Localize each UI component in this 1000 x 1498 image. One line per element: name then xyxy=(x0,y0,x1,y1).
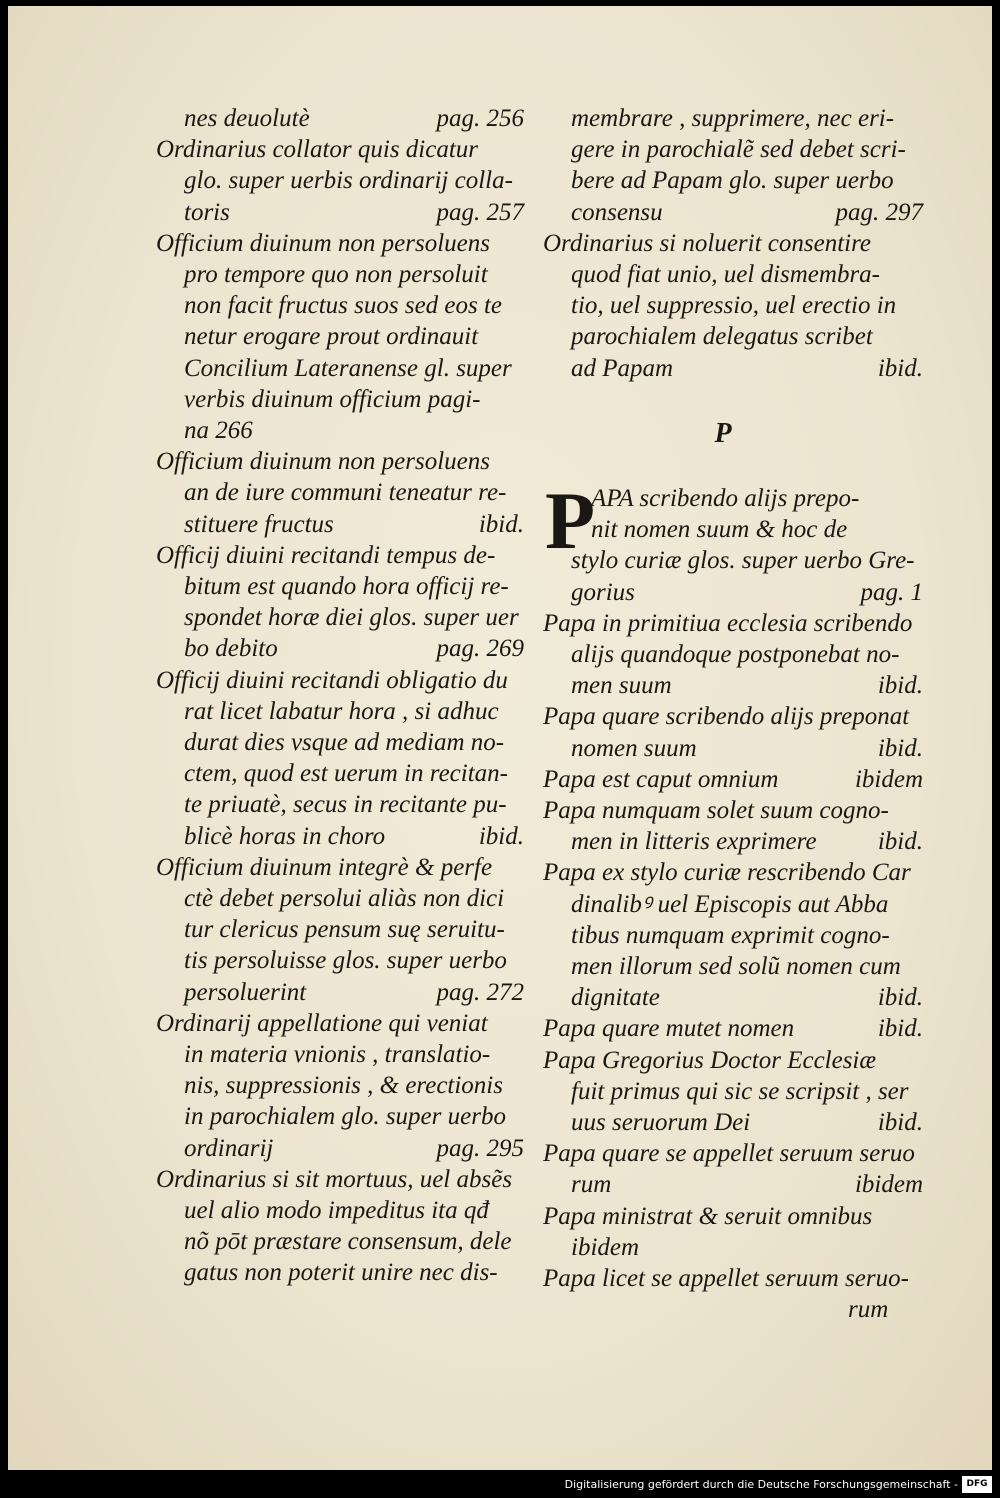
index-entry-line xyxy=(156,104,524,136)
index-entry-line xyxy=(543,484,923,516)
entry-text: tio, uel suppressio, uel erectio in xyxy=(571,292,897,320)
index-entry-line xyxy=(156,385,524,417)
index-entry-line xyxy=(156,1165,524,1197)
index-entry-line xyxy=(156,229,524,261)
entry-text: tis persoluisse glos. super uerbo xyxy=(184,947,507,975)
index-entry-line xyxy=(543,1295,923,1327)
entry-page-ref: ibid. xyxy=(877,734,923,762)
index-entry-line xyxy=(543,671,923,703)
index-entry-line xyxy=(543,827,923,859)
drop-cap: P xyxy=(545,475,596,566)
index-entry-line xyxy=(156,1040,524,1072)
entry-text: alijs quandoque postponebat no- xyxy=(571,641,900,668)
index-entry-line xyxy=(156,1134,524,1166)
entry-page-ref: ibid. xyxy=(877,1109,923,1136)
index-entry-line xyxy=(543,1108,923,1140)
entry-text: rum xyxy=(848,1296,889,1324)
index-entry-line xyxy=(156,510,524,542)
entry-text: Papa licet se appellet seruum seruo- xyxy=(543,1265,909,1292)
index-entry-line xyxy=(156,697,524,729)
index-entry-line xyxy=(543,198,923,230)
entry-text: Papa quare mutet nomen xyxy=(543,1015,795,1043)
entry-text: toris xyxy=(184,198,230,226)
index-entry-line xyxy=(156,166,524,198)
entry-text: na 266 xyxy=(184,417,253,444)
entry-text: rum xyxy=(571,1171,612,1199)
index-entry-line xyxy=(543,640,923,672)
entry-text: Officium diuinum non persoluens xyxy=(156,229,491,257)
entry-text: men illorum sed solũ nomen cum xyxy=(571,953,901,980)
entry-text: APA scribendo alijs prepo- xyxy=(591,485,860,512)
index-entry-line xyxy=(543,702,923,734)
entry-text: in parochialem glo. super uerbo xyxy=(184,1103,506,1131)
entry-text: nit nomen suum & hoc de xyxy=(591,516,848,544)
entry-text: Papa in primitiua ecclesia scribendo xyxy=(543,609,913,637)
index-entry-line xyxy=(543,578,923,610)
index-entry-line xyxy=(543,1170,923,1202)
index-entry-line xyxy=(156,291,524,323)
index-entry-line xyxy=(156,260,524,292)
index-entry-line xyxy=(543,1014,923,1046)
index-entry-line xyxy=(543,1202,923,1234)
entry-text: ad Papam xyxy=(571,354,674,382)
dfg-credit: Digitalisierung gefördert durch die Deutsche Forschungsgemeinschaft - xyxy=(564,1478,958,1491)
entry-text: fuit primus qui sic se scripsit , ser xyxy=(571,1077,909,1105)
index-entry-line xyxy=(156,978,524,1010)
entry-page-ref: ibid. xyxy=(877,354,923,382)
index-entry-line xyxy=(156,790,524,822)
entry-text: quod fiat unio, uel dismembra- xyxy=(571,261,881,288)
entry-text: Officij diuini recitandi tempus de- xyxy=(156,541,496,569)
index-entry-line xyxy=(156,1258,524,1290)
entry-text: dignitate xyxy=(571,984,660,1012)
entry-text: te priuatè, secus in recitante pu- xyxy=(184,791,507,819)
entry-text: Officij diuini recitandi obligatio du xyxy=(156,666,508,694)
entry-text: Concilium Lateranense gl. super xyxy=(184,354,512,382)
index-entry-line xyxy=(543,890,923,922)
entry-text: ibidem xyxy=(571,1233,640,1261)
index-entry-line xyxy=(156,915,524,947)
book-page xyxy=(8,6,992,1470)
entry-text: Ordinarius collator quis dicatur xyxy=(156,136,479,164)
entry-text: glo. super uerbis ordinarij colla- xyxy=(184,167,513,195)
entry-text: bo debito xyxy=(184,635,278,663)
entry-text: Papa est caput omnium xyxy=(543,765,779,793)
entry-text: gorius xyxy=(571,578,635,606)
index-entry-line xyxy=(156,946,524,978)
entry-text: Ordinarij appellatione qui veniat xyxy=(156,1009,488,1037)
index-entry-line xyxy=(156,447,524,479)
entry-text: ctè debet persolui aliàs non dici xyxy=(184,885,505,912)
entry-text: men suum xyxy=(571,672,672,700)
entry-text: Papa ministrat & seruit omnibus xyxy=(543,1202,873,1230)
entry-text: Officium diuinum non persoluens xyxy=(156,448,491,476)
index-entry-line xyxy=(543,983,923,1015)
index-entry-line xyxy=(543,609,923,641)
index-entry-line xyxy=(543,1077,923,1109)
index-entry-line xyxy=(543,1264,923,1296)
entry-text: verbis diuinum officium pagi- xyxy=(184,385,481,413)
entry-text: Papa numquam solet suum cogno- xyxy=(543,797,889,824)
index-entry-line xyxy=(543,1046,923,1078)
entry-text: blicè horas in choro xyxy=(184,822,386,850)
index-entry-line xyxy=(156,666,524,698)
index-entry-line xyxy=(156,853,524,885)
entry-page-ref: pag. 257 xyxy=(436,198,524,226)
index-entry-line xyxy=(156,1071,524,1103)
entry-text: Ordinarius si sit mortuus, uel absẽs xyxy=(156,1165,513,1193)
entry-text: bitum est quando hora officij re- xyxy=(184,573,509,600)
entry-page-ref: pag. 1 xyxy=(860,578,923,606)
entry-text: Papa quare scribendo alijs preponat xyxy=(543,703,910,731)
index-entry-line xyxy=(543,796,923,828)
entry-text: nõ pōt præstare consensum, dele xyxy=(184,1228,512,1256)
index-entry-line xyxy=(156,634,524,666)
entry-text: spondet horæ diei glos. super uer xyxy=(184,604,519,632)
entry-text: consensu xyxy=(571,198,663,226)
index-entry-line xyxy=(543,260,923,292)
entry-text: rat licet labatur hora , si adhuc xyxy=(184,697,499,725)
entry-text: Papa quare se appellet seruum seruo xyxy=(543,1140,915,1168)
index-entry-line xyxy=(543,322,923,354)
entry-text: non facit fructus suos sed eos te xyxy=(184,292,503,320)
index-entry-line xyxy=(156,354,524,386)
dfg-logo-icon: DFG xyxy=(962,1476,992,1493)
entry-text: gere in parochialẽ sed debet scri- xyxy=(571,136,906,164)
entry-text: ordinarij xyxy=(184,1134,274,1162)
entry-page-ref: ibid. xyxy=(877,828,923,856)
entry-page-ref: pag. 297 xyxy=(835,198,923,226)
entry-text: men in litteris exprimere xyxy=(571,828,817,856)
entry-page-ref: ibidem xyxy=(854,1171,923,1199)
index-entry-line xyxy=(543,734,923,766)
entry-page-ref: pag. 272 xyxy=(436,978,524,1006)
entry-text: bere ad Papam glo. super uerbo xyxy=(571,167,894,195)
index-entry-line xyxy=(156,1102,524,1134)
index-entry-line xyxy=(543,291,923,323)
entry-text: an de iure communi teneatur re- xyxy=(184,479,507,507)
entry-text: Ordinarius si noluerit consentire xyxy=(543,229,872,257)
entry-text: in materia vnionis , translatio- xyxy=(184,1041,491,1068)
entry-text: membrare , supprimere, nec eri- xyxy=(571,105,895,132)
index-entry-line xyxy=(156,759,524,791)
entry-text: stituere fructus xyxy=(184,510,334,538)
entry-page-ref: pag. 295 xyxy=(436,1134,524,1162)
entry-page-ref: ibid. xyxy=(478,822,524,850)
entry-text: ctem, quod est uerum in recitan- xyxy=(184,760,508,788)
entry-page-ref: ibidem xyxy=(854,765,923,793)
index-entry-line xyxy=(543,515,923,547)
index-entry-line xyxy=(156,478,524,510)
index-entry-line xyxy=(543,1139,923,1171)
index-entry-line xyxy=(156,572,524,604)
entry-text: tibus numquam exprimit cogno- xyxy=(571,921,890,949)
entry-page-ref: pag. 256 xyxy=(436,105,524,132)
entry-text: dinalibꝰ uel Episcopis aut Abba xyxy=(571,890,889,918)
entry-text: stylo curiæ glos. super uerbo Gre- xyxy=(571,547,915,575)
entry-text: nomen suum xyxy=(571,734,697,762)
index-entry-line xyxy=(543,765,923,797)
entry-text: pro tempore quo non persoluit xyxy=(184,261,488,288)
digitization-footer xyxy=(0,1470,1000,1498)
entry-text: persoluerint xyxy=(184,978,307,1006)
index-entry-line xyxy=(156,135,524,167)
index-entry-line xyxy=(156,884,524,916)
index-entry-line xyxy=(543,354,923,386)
index-entry-line xyxy=(156,1009,524,1041)
entry-page-ref: ibid. xyxy=(877,984,923,1012)
index-entry-line xyxy=(156,822,524,854)
entry-text: uel alio modo impeditus ita qđ xyxy=(184,1197,489,1224)
index-entry-line xyxy=(543,1233,923,1265)
index-entry-line xyxy=(543,135,923,167)
index-entry-line xyxy=(156,416,524,448)
section-letter-p: P xyxy=(714,418,732,449)
entry-page-ref: pag. 269 xyxy=(436,635,524,663)
entry-text: gatus non poterit unire nec dis- xyxy=(184,1259,498,1287)
index-entry-line xyxy=(156,322,524,354)
entry-text: durat dies vsque ad mediam no- xyxy=(184,729,505,756)
index-entry-line xyxy=(156,603,524,635)
entry-text: Papa Gregorius Doctor Ecclesiæ xyxy=(543,1046,877,1074)
index-entry-line xyxy=(543,229,923,261)
entry-text: nis, suppressionis , & erectionis xyxy=(184,1072,503,1100)
index-entry-line xyxy=(543,858,923,890)
entry-page-ref: ibid. xyxy=(877,672,923,700)
index-entry-line xyxy=(156,1227,524,1259)
entry-page-ref: ibid. xyxy=(478,510,524,538)
entry-page-ref: ibid. xyxy=(877,1015,923,1043)
index-entry-line xyxy=(543,166,923,198)
index-entry-line xyxy=(543,921,923,953)
entry-text: Papa ex stylo curiæ rescribendo Car xyxy=(543,859,911,887)
entry-text: Officium diuinum integrè & perfe xyxy=(156,853,493,881)
entry-text: tur clericus pensum suę seruitu- xyxy=(184,916,505,944)
entry-text: netur erogare prout ordinauit xyxy=(184,323,479,351)
index-entry-line xyxy=(156,1196,524,1228)
index-entry-line xyxy=(543,546,923,578)
index-entry-line xyxy=(543,952,923,984)
index-entry-line xyxy=(156,728,524,760)
index-entry-line xyxy=(156,198,524,230)
index-entry-line xyxy=(156,541,524,573)
entry-text: uus seruorum Dei xyxy=(571,1109,751,1136)
entry-text: parochialem delegatus scribet xyxy=(571,323,873,351)
index-entry-line xyxy=(543,104,923,136)
entry-text: nes deuolutè xyxy=(184,105,310,132)
